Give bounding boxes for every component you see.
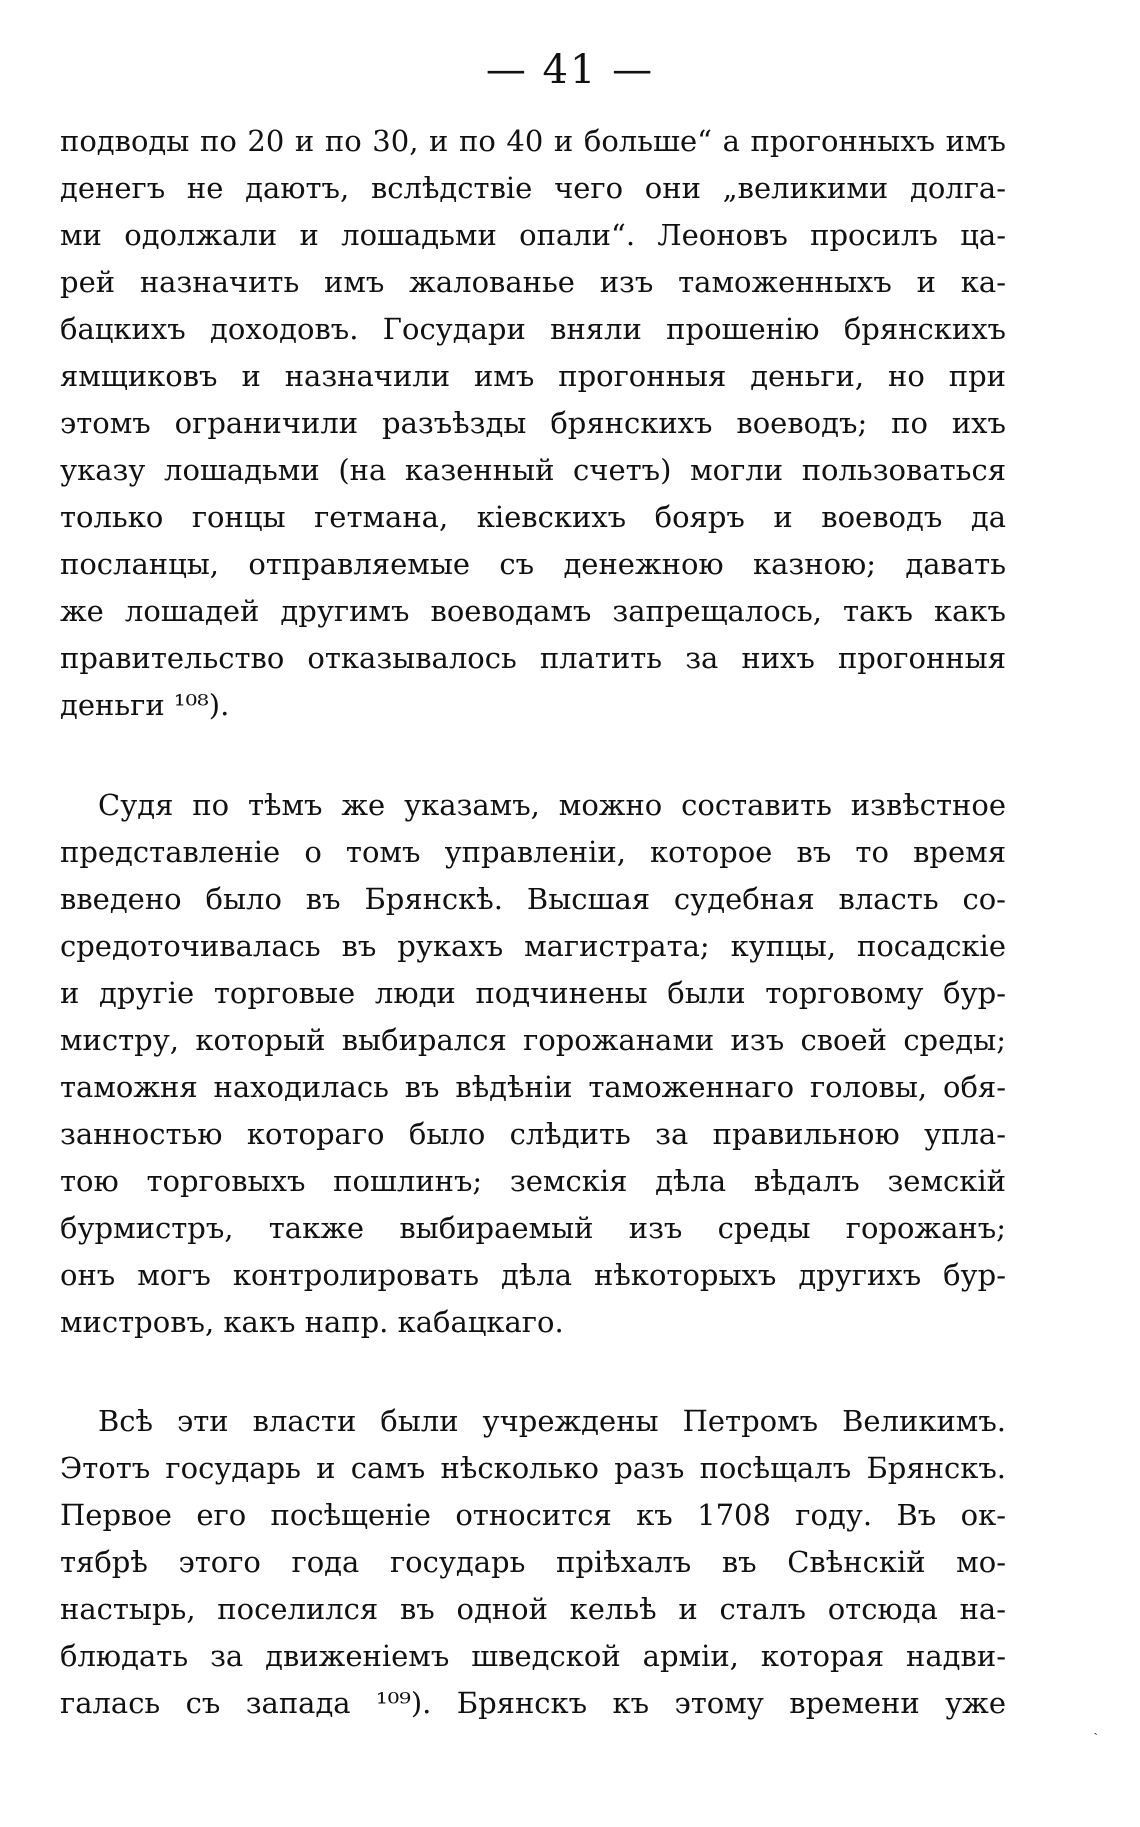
text-line: представленіе о томъ управленіи, которое въ то время [60, 835, 1006, 869]
text-line: же лошадей другимъ воеводамъ запрещалось, такъ какъ [60, 594, 1006, 628]
text-line: таможня находилась въ вѣдѣніи таможеннаго головы, обя- [60, 1070, 1006, 1104]
text-line: указу лошадьми (на казенный счетъ) могли пользоваться [60, 453, 1006, 487]
scan-speck: ˎ [1093, 1720, 1098, 1736]
text-line: ми одолжали и лошадьми опали“. Леоновъ просилъ ца- [60, 218, 1006, 252]
text-line: подводы по 20 и по 30, и по 40 и больше“ а прогонныхъ имъ [60, 124, 1006, 158]
text-line: денегъ не даютъ, вслѣдствіе чего они „великими долга- [60, 171, 1006, 205]
text-line: ямщиковъ и назначили имъ прогонныя деньги, но при [60, 359, 1006, 393]
paragraph-1 [60, 118, 1006, 729]
text-line: и другіе торговые люди подчинены были торговому бур- [60, 976, 1006, 1010]
text-line: блюдать за движеніемъ шведской арміи, которая надви- [60, 1639, 1006, 1673]
text-line: введено было въ Брянскѣ. Высшая судебная власть со- [60, 882, 1006, 916]
text-line: мистровъ, какъ напр. кабацкаго. [60, 1305, 564, 1339]
text-line: настырь, поселился въ одной кельѣ и сталъ отсюда на- [60, 1592, 1006, 1626]
text-line-footnote-108: деньги ¹⁰⁸). [60, 688, 230, 722]
text-line: Этотъ государь и самъ нѣсколько разъ посѣщалъ Брянскъ. [60, 1451, 1006, 1485]
text-line: Первое его посѣщеніе относится къ 1708 году. Въ ок- [60, 1498, 1006, 1532]
text-line: только гонцы гетмана, кіевскихъ бояръ и воеводъ да [60, 500, 1006, 534]
text-line: мистру, который выбирался горожанами изъ своей среды; [60, 1023, 1006, 1057]
text-line: правительство отказывалось платить за нихъ прогонныя [60, 641, 1006, 675]
text-line: Судя по тѣмъ же указамъ, можно составить извѣстное [98, 788, 1006, 822]
text-line: бурмистръ, также выбираемый изъ среды горожанъ; [60, 1211, 1006, 1245]
text-line: средоточивалась въ рукахъ магистрата; купцы, посадскіе [60, 929, 1006, 963]
text-line-footnote-109: галась съ запада ¹⁰⁹). Брянскъ къ этому времени уже [60, 1686, 1006, 1720]
text-line: тою торговыхъ пошлинъ; земскія дѣла вѣдалъ земскій [60, 1164, 1006, 1198]
paragraph-2 [60, 782, 1006, 1346]
paragraph-3 [60, 1398, 1006, 1727]
text-line: Всѣ эти власти были учреждены Петромъ Великимъ. [98, 1404, 1006, 1438]
text-line: посланцы, отправляемые съ денежною казною; давать [60, 547, 1006, 581]
page-number: — 41 — [485, 47, 655, 93]
text-line: онъ могъ контролировать дѣла нѣкоторыхъ другихъ бур- [60, 1258, 1006, 1292]
text-line: рей назначить имъ жалованье изъ таможенныхъ и ка- [60, 265, 1006, 299]
text-line: тябрѣ этого года государь пріѣхалъ въ Свѣнскій мо- [60, 1545, 1006, 1579]
text-line: занностью котораго было слѣдить за правильною упла- [60, 1117, 1006, 1151]
text-line: этомъ ограничили разъѣзды брянскихъ воеводъ; по ихъ [60, 406, 1006, 440]
text-line: бацкихъ доходовъ. Государи вняли прошенію брянскихъ [60, 312, 1006, 346]
